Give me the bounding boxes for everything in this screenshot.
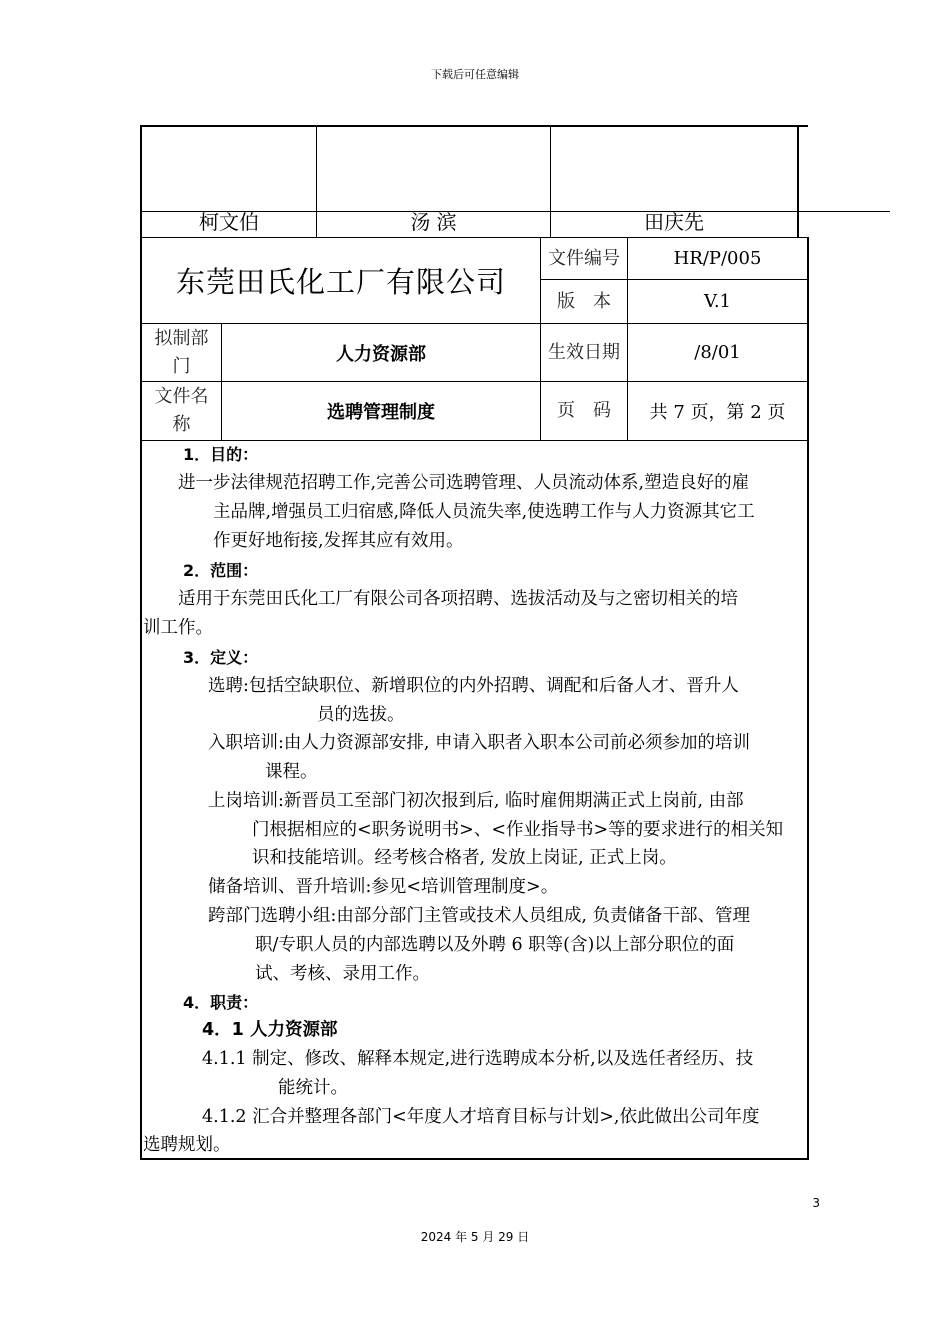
company-name: 东莞田氏化工厂有限公司 bbox=[175, 265, 506, 299]
version-label: 版 本 bbox=[557, 290, 611, 312]
dept-label bbox=[142, 324, 221, 381]
def-3-line-2: 门根据相应的<职务说明书>、<作业指导书>等的要求进行的相关知 bbox=[252, 820, 784, 840]
s2-line-1: 适用于东莞田氏化工厂有限公司各项招聘、选拔活动及与之密切相关的培 bbox=[178, 589, 738, 609]
page-value: 共 7 页，第 2 页 bbox=[649, 402, 786, 423]
def-2-line-2: 课程。 bbox=[265, 762, 318, 782]
doc-name-label-line2: 称 bbox=[172, 414, 191, 435]
def-1-line-1: 选聘:包括空缺职位、新增职位的内外招聘、调配和后备人才、晋升人 bbox=[208, 676, 739, 696]
def-1-line-2: 员的选拔。 bbox=[317, 705, 405, 725]
doc-no-label: 文件编号 bbox=[548, 247, 620, 269]
s1-line-3: 作更好地衔接,发挥其应有效用。 bbox=[213, 531, 464, 551]
sig-table-top-border bbox=[140, 125, 808, 127]
doc-name-label-line1: 文件名 bbox=[154, 386, 209, 407]
date-label: 生效日期 bbox=[548, 341, 620, 363]
signature-2: 汤 滨 bbox=[410, 210, 457, 234]
main-table-right-border bbox=[807, 237, 809, 1160]
def-5-line-2: 职/专职人员的内部选聘以及外聘 6 职等(含)以上部分职位的面 bbox=[255, 935, 735, 955]
def-3-line-1: 上岗培训:新晋员工至部门初次报到后, 临时雇佣期满正式上岗前, 由部 bbox=[208, 791, 744, 811]
section-3-title: 3．定义： bbox=[183, 648, 259, 667]
doc-name-value: 选聘管理制度 bbox=[327, 402, 435, 423]
page-label: 页 码 bbox=[557, 400, 611, 421]
item-4-1-1-line-2: 能统计。 bbox=[278, 1078, 348, 1098]
def-5-line-1: 跨部门选聘小组:由部分部门主管或技术人员组成, 负责储备干部、管理 bbox=[208, 906, 751, 926]
def-5-line-3: 试、考核、录用工作。 bbox=[255, 964, 430, 984]
section-2-title: 2．范围： bbox=[183, 561, 259, 580]
signature-3: 田庆先 bbox=[644, 210, 704, 234]
main-table-bottom-border bbox=[140, 1158, 809, 1160]
date-value: /8/01 bbox=[694, 342, 741, 363]
header-note: 下载后可任意编辑 bbox=[431, 68, 519, 81]
dept-label-line2: 门 bbox=[172, 355, 191, 377]
def-3-line-3: 识和技能培训。经考核合格者, 发放上岗证, 正式上岗。 bbox=[252, 848, 677, 868]
s1-line-1: 进一步法律规范招聘工作,完善公司选聘管理、人员流动体系,塑造良好的雇 bbox=[178, 473, 750, 493]
dept-label-line1: 拟制部 bbox=[154, 327, 209, 349]
section-1-title: 1．目的： bbox=[183, 445, 259, 464]
doc-name-label bbox=[142, 382, 221, 440]
item-4-1-2-line-1: 4.1.2 汇合并整理各部门<年度人才培育目标与计划>,依此做出公司年度 bbox=[202, 1107, 760, 1127]
footer-date: 2024 年 5 月 29 日 bbox=[420, 1230, 530, 1244]
dept-value: 人力资源部 bbox=[336, 343, 426, 365]
def-2-line-1: 入职培训:由人力资源部安排, 申请入职者入职本公司前必须参加的培训 bbox=[208, 733, 751, 753]
s2-line-2: 训工作。 bbox=[143, 618, 213, 638]
page-number: 3 bbox=[812, 1196, 820, 1210]
def-4-line-1: 储备培训、晋升培训:参见<培训管理制度>。 bbox=[208, 877, 559, 897]
section-4-title: 4．职责： bbox=[183, 993, 259, 1012]
sig-table-right-border bbox=[797, 125, 799, 237]
version-value: V.1 bbox=[703, 291, 732, 312]
s1-line-2: 主品牌,增强员工归宿感,降低人员流失率,使选聘工作与人力资源其它工 bbox=[213, 502, 755, 522]
doc-no-value: HR/P/005 bbox=[673, 248, 762, 269]
signature-1: 柯文伯 bbox=[199, 210, 259, 234]
item-4-1-2-line-2: 选聘规划。 bbox=[143, 1135, 231, 1155]
section-4-1-title: 4．1 人力资源部 bbox=[202, 1020, 338, 1040]
item-4-1-1-line-1: 4.1.1 制定、修改、解释本规定,进行选聘成本分析,以及选任者经历、技 bbox=[202, 1049, 754, 1069]
